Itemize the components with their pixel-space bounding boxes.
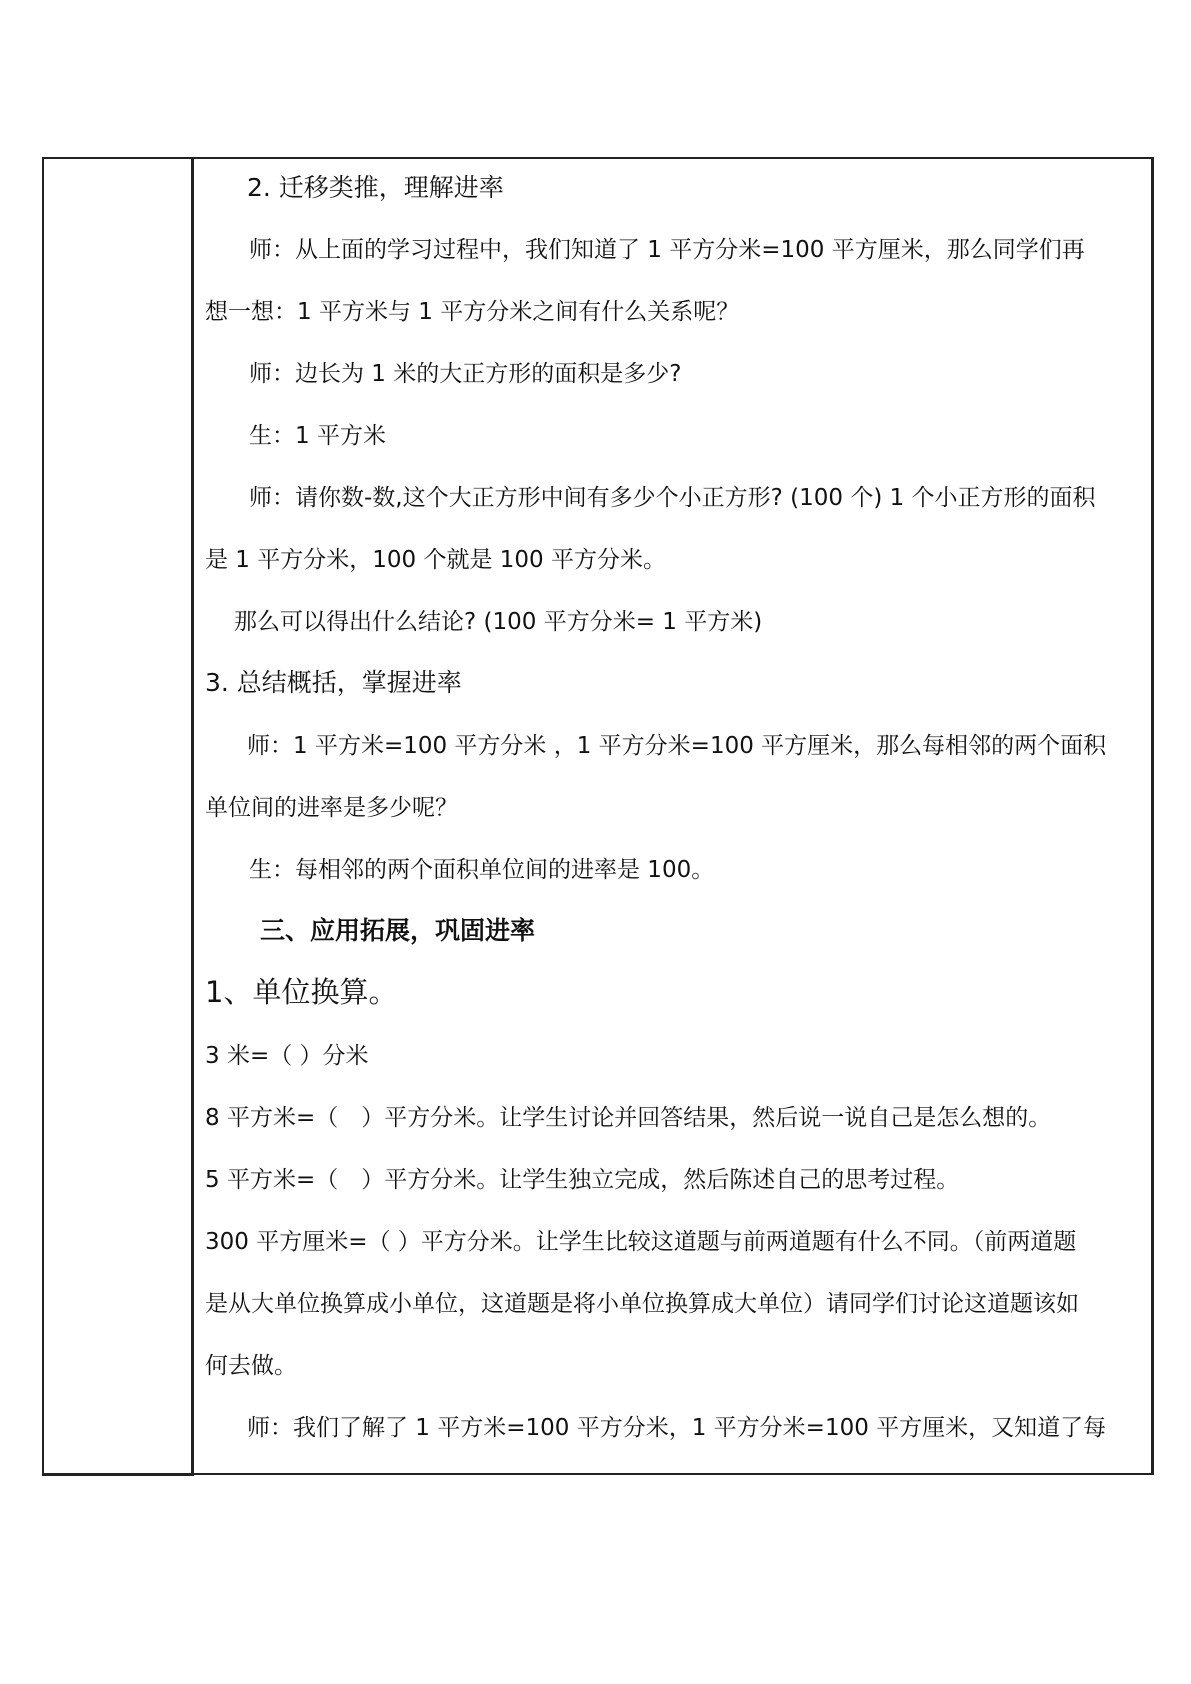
paragraph-line: 师：从上面的学习过程中，我们知道了 1 平方分米=100 平方厘米，那么同学们再 bbox=[249, 237, 1085, 263]
paragraph-line: 单位间的进率是多少呢？ bbox=[205, 795, 458, 821]
paragraph-line: 师：1 平方米=100 平方分米 ，1 平方分米=100 平方厘米，那么每相邻的两个面积 bbox=[247, 733, 1107, 759]
paragraph-line: 何去做。 bbox=[205, 1353, 297, 1379]
paragraph-line: 那么可以得出什么结论? (100 平方分米= 1 平方米) bbox=[234, 609, 763, 635]
subsection-heading: 1、单位换算。 bbox=[205, 975, 398, 1009]
table-right-edge bbox=[1151, 157, 1154, 1475]
paragraph-line: 是 1 平方分米，100 个就是 100 平方分米。 bbox=[205, 547, 666, 573]
paragraph-line: 生：1 平方米 bbox=[249, 423, 386, 449]
left-column-cell bbox=[44, 159, 191, 1473]
column-divider bbox=[191, 157, 194, 1475]
exercise-line: 5 平方米=（ ）平方分米。让学生独立完成，然后陈述自己的思考过程。 bbox=[205, 1167, 960, 1193]
paragraph-line: 师：边长为 1 米的大正方形的面积是多少? bbox=[249, 361, 682, 387]
left-cell-bottom-edge bbox=[42, 1473, 194, 1476]
section-heading: 3. 总结概括，掌握进率 bbox=[205, 668, 462, 697]
paragraph-line: 师：我们了解了 1 平方米=100 平方分米，1 平方分米=100 平方厘米，又知道了每 bbox=[247, 1415, 1107, 1441]
section-heading: 2. 迁移类推，理解进率 bbox=[247, 173, 504, 202]
paragraph-line: 想一想：1 平方米与 1 平方分米之间有什么关系呢？ bbox=[205, 299, 740, 325]
exercise-line: 8 平方米=（ ）平方分米。让学生讨论并回答结果，然后说一说自己是怎么想的。 bbox=[205, 1105, 1052, 1131]
paragraph-line: 是从大单位换算成小单位，这道题是将小单位换算成大单位）请同学们讨论这道题该如 bbox=[205, 1291, 1079, 1317]
paragraph-line: 师：请你数-数,这个大正方形中间有多少个小正方形? (100 个) 1 个小正方形的面积 bbox=[249, 485, 1096, 511]
paragraph-line: 生：每相邻的两个面积单位间的进率是 100。 bbox=[249, 857, 715, 883]
exercise-line: 300 平方厘米=（ ）平方分米。让学生比较这道题与前两道题有什么不同。（前两道题 bbox=[205, 1229, 1077, 1255]
part-heading: 三、应用拓展，巩固进率 bbox=[260, 916, 536, 945]
exercise-line: 3 米=（ ）分米 bbox=[205, 1043, 369, 1069]
